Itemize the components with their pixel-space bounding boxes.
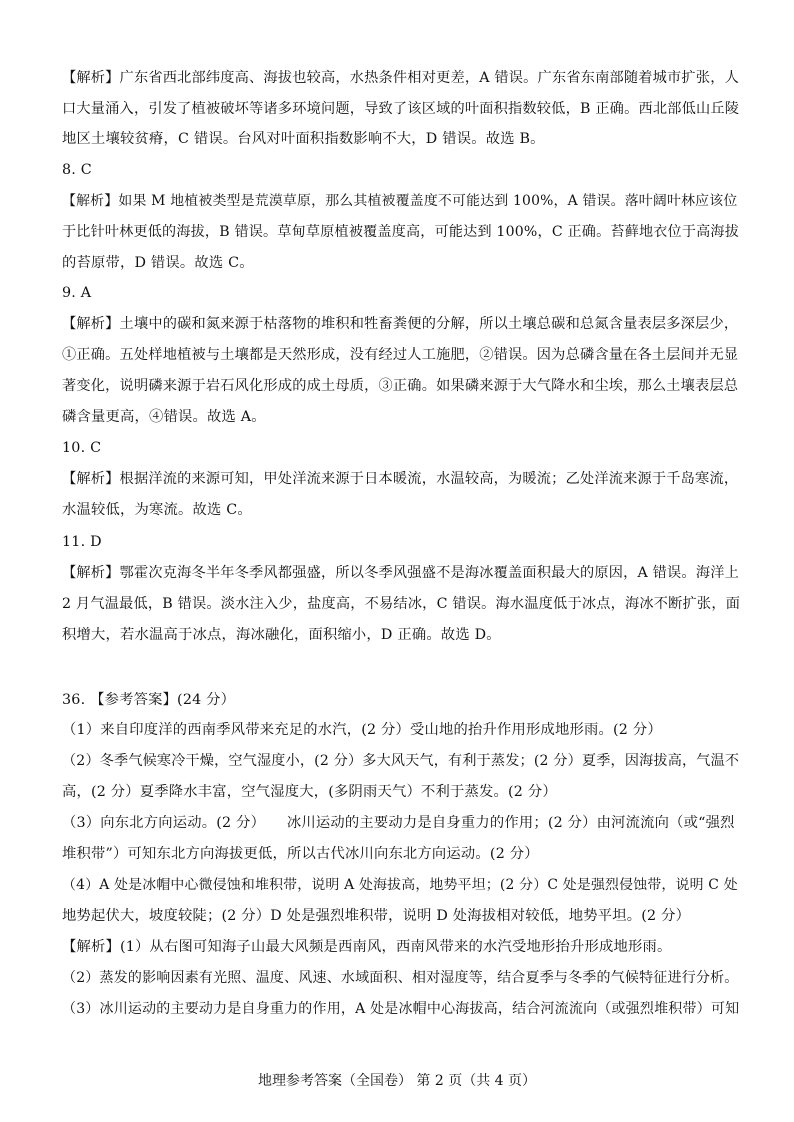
analysis-36-part-2: （2）蒸发的影响因素有光照、温度、风速、水域面积、相对湿度等，结合夏季与冬季的气候特征进行分析。 — [62, 970, 739, 986]
analysis-7-line-3: 地区土壤较贫瘠，C 错误。台风对叶面积指数影响不大，D 错误。故选 B。 — [62, 131, 545, 147]
answer-36-part-3-line-2: 堆积带”）可知东北方向海拔更低，所以古代冰川向东北方向运动。(2 分） — [62, 846, 539, 862]
analysis-9-line-4: 磷含量更高，④错误。故选 A。 — [62, 409, 266, 425]
analysis-8-line-3: 的苔原带，D 错误。故选 C。 — [62, 255, 254, 271]
analysis-10-line-2: 水温较低，为寒流。故选 C。 — [62, 502, 252, 518]
analysis-9-line-3: 著变化，说明磷来源于岩石风化形成的成土母质，③正确。如果磷来源于大气降水和尘埃，那么土壤表层总 — [62, 378, 739, 394]
answer-36-part-1: （1）来自印度洋的西南季风带来充足的水汽，(2 分）受山地的抬升作用形成地形雨。(2 分） — [62, 722, 662, 738]
question-11-answer: 11. D — [62, 534, 102, 550]
question-36-heading: 36. 【参考答案】(24 分） — [62, 692, 236, 708]
answer-36-part-3-line-1: （3）向东北方向运动。(2 分） 冰川运动的主要动力是自身重力的作用；(2 分）由河流流向（或“强烈 — [62, 815, 735, 831]
answer-36-part-2-line-2: 高，(2 分）夏季降水丰富，空气湿度大，(多阴雨天气）不利于蒸发。(2 分） — [62, 784, 557, 800]
analysis-7-line-1: 【解析】广东省西北部纬度高、海拔也较高，水热条件相对更差，A 错误。广东省东南部随着城市扩张，人 — [62, 70, 739, 86]
analysis-11-line-3: 积增大，若水温高于冰点，海冰融化，面积缩小，D 正确。故选 D。 — [62, 627, 501, 643]
page-footer: 地理参考答案（全国卷） 第 2 页（共 4 页） — [257, 1073, 537, 1089]
question-9-answer: 9. A — [62, 285, 92, 301]
answer-36-part-4-line-2: 地势起伏大，坡度较陡；(2 分）D 处是强烈堆积带，说明 D 处海拔相对较低，地势平坦。(2 分） — [62, 908, 691, 924]
answer-36-part-2-line-1: （2）冬季气候寒冷干燥，空气湿度小，(2 分）多大风天气，有利于蒸发；(2 分）夏季，因海拔高，气温不 — [62, 753, 740, 769]
analysis-9-line-2: ①正确。五处样地植被与土壤都是天然形成，没有经过人工施肥，②错误。因为总磷含量在各土层间并无显 — [62, 347, 739, 363]
analysis-8-line-1: 【解析】如果 M 地植被类型是荒漠草原，那么其植被覆盖度不可能达到 100%，A 错误。落叶阔叶林应该位 — [62, 193, 738, 209]
analysis-11-line-2: 2 月气温最低，B 错误。淡水注入少，盐度高，不易结冰，C 错误。海水温度低于冰点，海冰不断扩张，面 — [62, 596, 741, 612]
analysis-7-line-2: 口大量涌入，引发了植被破坏等诸多环境问题，导致了该区域的叶面积指数较低，B 正确。西北部低山丘陵 — [62, 101, 740, 117]
analysis-8-line-2: 于比针叶林更低的海拔，B 错误。草甸草原植被覆盖度高，可能达到 100%，C 正确。苔藓地衣位于高海拔 — [62, 224, 740, 240]
question-8-answer: 8. C — [62, 162, 92, 178]
analysis-11-line-1: 【解析】鄂霍次克海冬半年冬季风都强盛，所以冬季风强盛不是海冰覆盖面积最大的原因，A 错误。海洋上 — [62, 565, 739, 581]
analysis-36-part-1: 【解析】(1）从右图可知海子山最大风频是西南风，西南风带来的水汽受地形抬升形成地形雨。 — [62, 939, 672, 955]
analysis-10-line-1: 【解析】根据洋流的来源可知，甲处洋流来源于日本暖流，水温较高，为暖流；乙处洋流来源于千岛寒流， — [62, 471, 739, 487]
analysis-9-line-1: 【解析】土壤中的碳和氮来源于枯落物的堆积和牲畜粪便的分解，所以土壤总碳和总氮含量表层多深层少， — [62, 316, 739, 332]
answer-36-part-4-line-1: （4）A 处是冰帽中心微侵蚀和堆积带，说明 A 处海拔高，地势平坦；(2 分）C 处是强烈侵蚀带，说明 C 处 — [62, 877, 738, 893]
analysis-36-part-3: （3）冰川运动的主要动力是自身重力的作用，A 处是冰帽中心海拔高，结合河流流向（或强烈堆积带）可知 — [62, 1001, 740, 1017]
question-10-answer: 10. C — [62, 440, 102, 456]
